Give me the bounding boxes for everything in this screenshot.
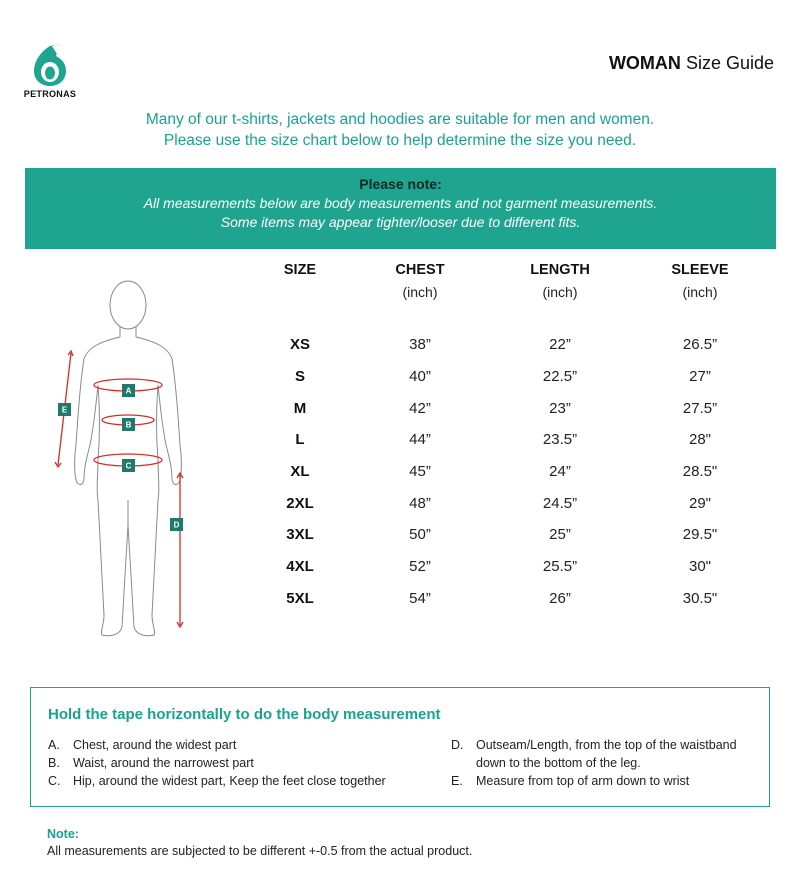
table-row [250,519,770,551]
table-body [250,329,770,614]
header-chest: CHEST (inch) [395,262,445,300]
marker-c-label: C [125,461,132,471]
marker-a-label: A [125,386,132,396]
size-cell: M [293,399,307,417]
instructions-right [451,736,761,790]
footnote-text: All measurements are subjected to be different +-0.5 from the actual product. [47,844,473,858]
table-row [250,583,770,615]
note-banner [25,168,776,249]
size-cell: XS [289,336,310,354]
instruction-d: D. Outseam/Length, from the top of the waistband down to the bottom of the leg. [451,738,737,770]
sleeve-cell: 29.5" [682,526,718,544]
chest-cell: 45” [409,463,431,481]
chest-cell: 44” [409,431,431,449]
length-cell: 24” [549,463,571,481]
measurement-instructions [30,687,770,807]
header-size: SIZE [283,262,317,278]
sleeve-cell: 27.5” [682,399,718,417]
title-gender: WOMAN [608,53,681,73]
table-row [250,361,770,393]
table-header [250,262,770,304]
instruction-b: B. Waist, around the narrowest part [48,756,254,770]
body-figure [40,275,240,645]
note-banner-line-2: Some items may appear tighter/looser due to different fits. [220,214,581,230]
instruction-a: A. Chest, around the widest part [48,738,237,752]
sleeve-cell: 28.5" [682,463,718,481]
intro-line-2: Please use the size chart below to help determine the size you need. [163,132,637,149]
chest-cell: 38” [409,336,431,354]
note-banner-title: Please note: [359,176,442,192]
intro-line-1: Many of our t-shirts, jackets and hoodies are suitable for men and women. [145,111,655,128]
length-cell: 23” [549,399,571,417]
length-cell: 24.5” [542,494,578,512]
petronas-logo [20,42,80,99]
marker-d-label: D [173,520,180,530]
sleeve-cell: 30" [688,558,711,576]
footnote [47,826,472,860]
sleeve-cell: 28" [688,431,711,449]
length-cell: 25.5” [542,558,578,576]
table-row [250,424,770,456]
table-row [250,329,770,361]
chest-cell: 54” [409,589,431,607]
intro-text [0,109,800,151]
size-table [250,262,770,614]
table-row [250,487,770,519]
sleeve-cell: 30.5" [682,589,718,607]
length-cell: 23.5” [542,431,578,449]
chest-cell: 42” [409,399,431,417]
size-cell: S [294,368,305,386]
length-cell: 25” [549,526,571,544]
instruction-c: C. Hip, around the widest part, Keep the feet close together [48,774,386,788]
size-cell: 2XL [286,494,314,512]
length-cell: 26” [549,589,571,607]
title-rest: Size Guide [685,53,774,73]
table-row [250,551,770,583]
instruction-e: E. Measure from top of arm down to wrist [451,774,690,788]
header-length: LENGTH (inch) [530,262,590,300]
marker-b-label: B [125,420,132,430]
size-cell: L [295,431,305,449]
length-cell: 22” [549,336,571,354]
size-cell: 3XL [286,526,314,544]
size-cell: 4XL [286,558,314,576]
instructions-title: Hold the tape horizontally to do the body measurement [48,706,441,723]
page-title [609,53,774,74]
chest-cell: 52” [409,558,431,576]
petronas-logo-icon [30,42,70,88]
sleeve-cell: 26.5” [682,336,718,354]
body-outline-illustration [40,275,240,645]
chest-cell: 48” [409,494,431,512]
sleeve-cell: 27” [689,368,711,386]
sleeve-cell: 29" [688,494,711,512]
footnote-title: Note: [47,827,79,841]
header-sleeve: SLEEVE (inch) [671,262,729,300]
chest-cell: 50” [409,526,431,544]
note-banner-line-1: All measurements below are body measurements and not garment measurements. [143,195,658,211]
size-cell: 5XL [286,589,314,607]
logo-wordmark: PETRONAS [23,89,77,99]
instructions-left [48,736,451,790]
marker-e-label: E [61,405,68,415]
table-row [250,456,770,488]
size-cell: XL [290,463,310,481]
chest-cell: 40” [409,368,431,386]
length-cell: 22.5” [542,368,578,386]
table-row [250,392,770,424]
